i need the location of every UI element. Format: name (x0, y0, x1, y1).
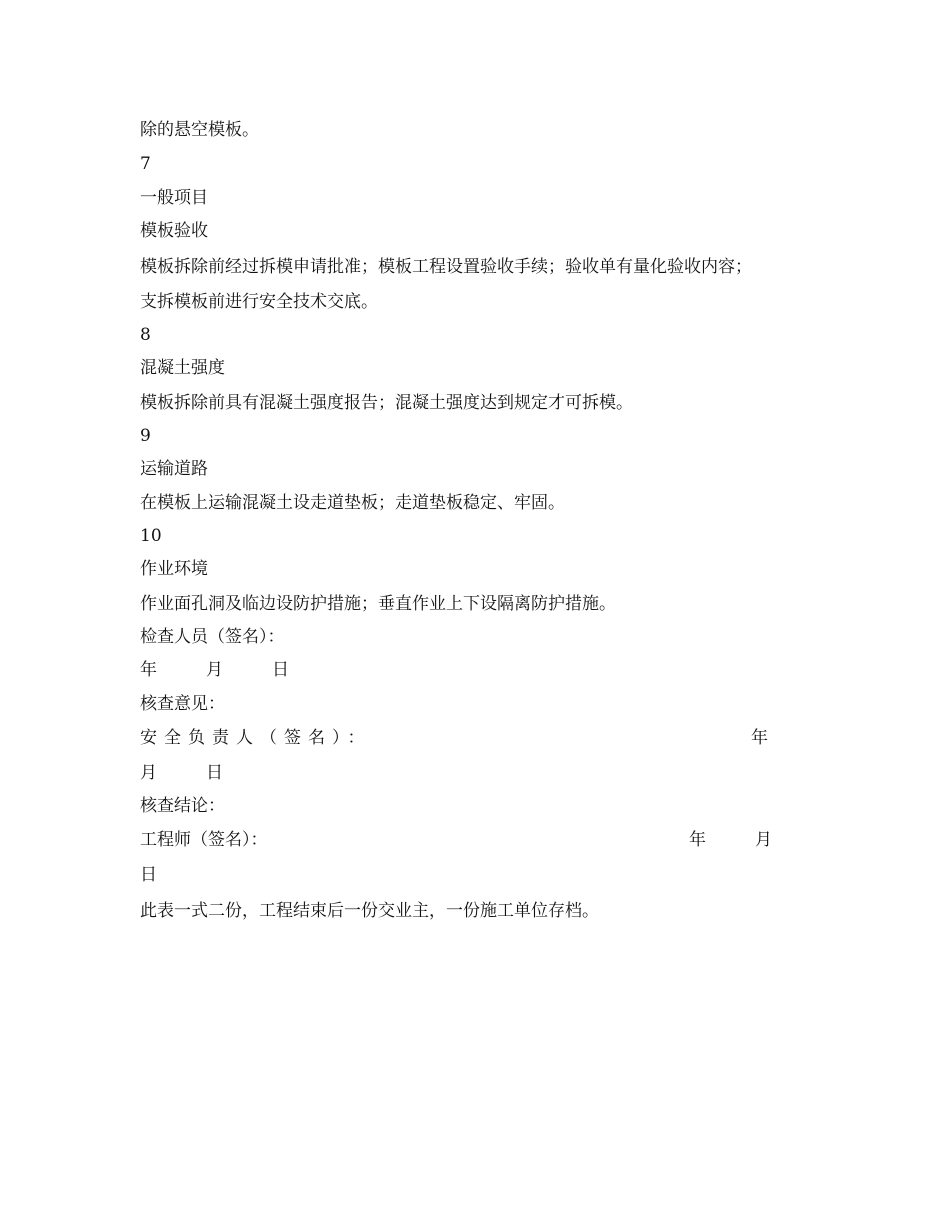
item-number-9: 9 (140, 426, 151, 446)
item-description: 模板拆除前经过拆模申请批准；模板工程设置验收手续；验收单有量化验收内容； (140, 257, 752, 277)
item-number-8: 8 (140, 325, 151, 345)
date-year-label: 年 (140, 660, 157, 680)
text-line: 除的悬空模板。 (140, 120, 259, 140)
item-description-continued: 支拆模板前进行安全技术交底。 (140, 292, 378, 312)
date-day-label: 日 (272, 660, 289, 680)
date-month-label: 月 (206, 660, 223, 680)
item-description: 模板拆除前具有混凝土强度报告；混凝土强度达到规定才可拆模。 (140, 393, 633, 413)
date-month-label: 月 (755, 830, 772, 850)
safety-officer-signature-label: 安全负责人（签名）： (140, 728, 372, 748)
engineer-signature-label: 工程师（签名）： (140, 830, 268, 850)
review-opinion-label: 核查意见： (140, 694, 225, 714)
category-heading: 一般项目 (140, 188, 208, 208)
date-day-label: 日 (140, 865, 157, 885)
inspector-signature-label: 检查人员（签名）： (140, 627, 285, 647)
item-description: 在模板上运输混凝土设走道垫板；走道垫板稳定、牢固。 (140, 493, 565, 513)
item-number-10: 10 (140, 526, 162, 546)
item-title: 运输道路 (140, 459, 208, 479)
date-day-label: 日 (206, 763, 223, 783)
item-title: 模板验收 (140, 221, 208, 241)
item-description: 作业面孔洞及临边设防护措施；垂直作业上下设隔离防护措施。 (140, 594, 616, 614)
review-conclusion-label: 核查结论： (140, 796, 225, 816)
item-number-7: 7 (140, 154, 151, 174)
date-year-label: 年 (689, 830, 706, 850)
date-month-label: 月 (140, 763, 157, 783)
footer-note: 此表一式二份，工程结束后一份交业主，一份施工单位存档。 (140, 901, 599, 921)
date-year-label: 年 (751, 728, 768, 748)
item-title: 作业环境 (140, 559, 208, 579)
item-title: 混凝土强度 (140, 358, 225, 378)
